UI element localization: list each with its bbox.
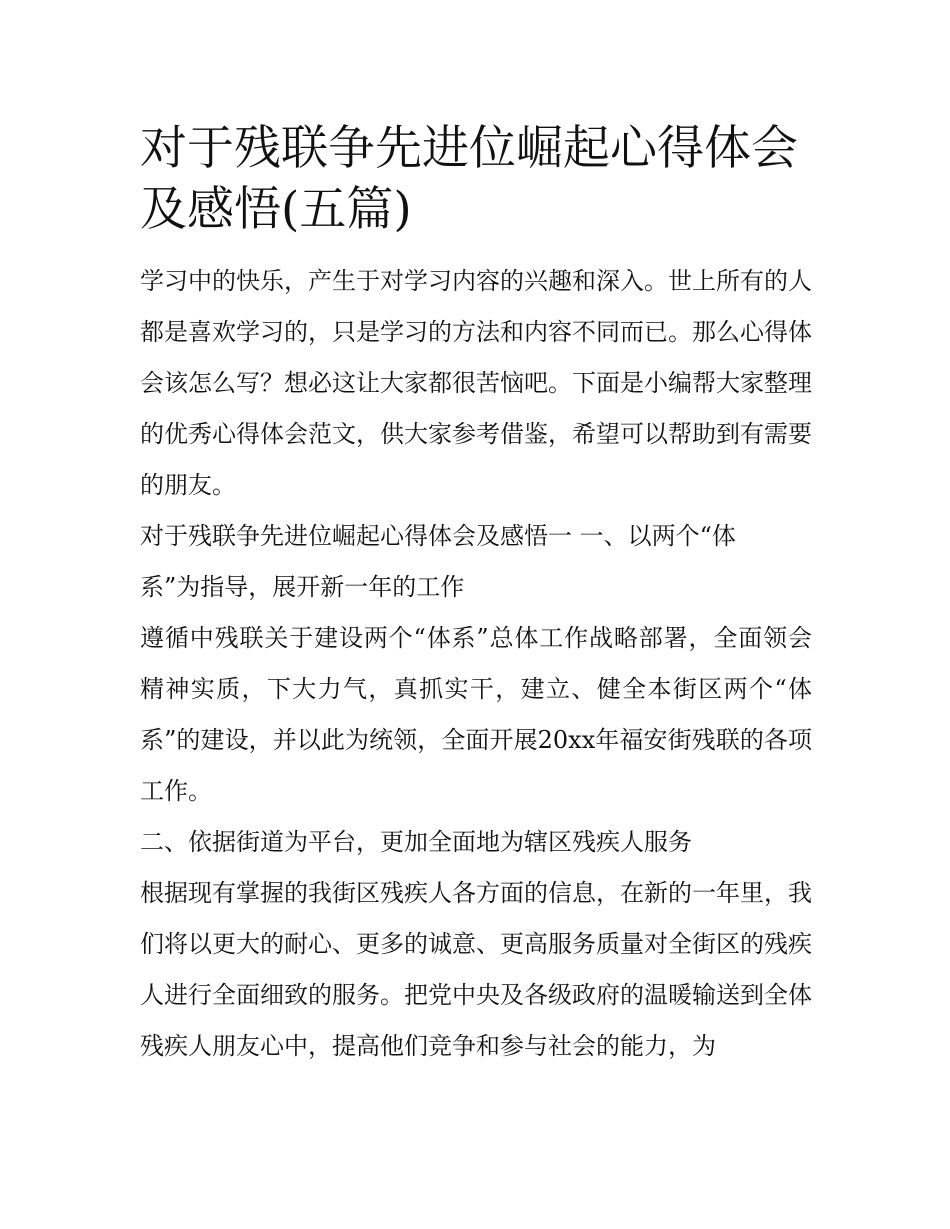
- document-content: [140, 118, 812, 1072]
- section-two-heading: 二、依据街道为平台，更加全面地为辖区残疾人服务: [140, 828, 692, 856]
- document-body: [140, 256, 812, 1072]
- section-one-heading: 对于残联争先进位崛起心得体会及感悟一 一、以两个“体系”为指导，展开新一年的工作: [140, 522, 736, 601]
- section-one-paragraph: 遵循中残联关于建设两个“体系”总体工作战略部署，全面领会精神实质，下大力气，真抓实干，建立、健全本街区两个“体系”的建设，并以此为统领，全面开展20xx年福安街残联的各项工作。: [140, 624, 812, 805]
- document-title: 对于残联争先进位崛起心得体会及感悟(五篇): [140, 121, 798, 237]
- section-two-paragraph: 根据现有掌握的我街区残疾人各方面的信息，在新的一年里，我们将以更大的耐心、更多的诚意、更高服务质量对全街区的残疾人进行全面细致的服务。把党中央及各级政府的温暖输送到全体残疾人朋友心中，提高他们竞争和参与社会的能力，为: [140, 879, 812, 1060]
- intro-paragraph: 学习中的快乐，产生于对学习内容的兴趣和深入。世上所有的人都是喜欢学习的，只是学习的方法和内容不同而已。那么心得体会该怎么写？想必这让大家都很苦恼吧。下面是小编帮大家整理的优秀心得体会范文，供大家参考借鉴，希望可以帮助到有需要的朋友。: [140, 267, 812, 499]
